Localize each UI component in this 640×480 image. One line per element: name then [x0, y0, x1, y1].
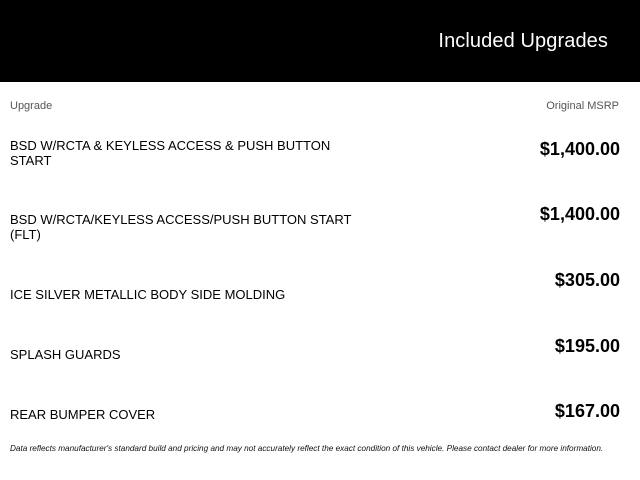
upgrade-name: BSD W/RCTA & KEYLESS ACCESS & PUSH BUTTON START — [10, 138, 331, 168]
disclaimer-text: Data reflects manufacturer's standard build and pricing and may not accurately reflect the exact condition of this vehicle. Please contact dealer for more information. — [10, 444, 604, 453]
upgrade-price: $1,400.00 — [539, 139, 620, 159]
upgrade-name: SPLASH GUARDS — [10, 347, 121, 362]
upgrade-price: $305.00 — [554, 270, 620, 290]
page-title: Included Upgrades — [438, 30, 608, 52]
upgrade-price: $1,400.00 — [539, 204, 620, 224]
upgrade-name: ICE SILVER METALLIC BODY SIDE MOLDING — [10, 287, 286, 302]
upgrade-price: $195.00 — [554, 336, 620, 356]
column-header-msrp: Original MSRP — [546, 100, 619, 112]
page-header — [0, 0, 640, 82]
column-header-upgrade: Upgrade — [10, 100, 53, 112]
upgrade-price: $167.00 — [554, 401, 620, 421]
upgrade-name: BSD W/RCTA/KEYLESS ACCESS/PUSH BUTTON START (FLT) — [10, 212, 352, 242]
upgrade-name: REAR BUMPER COVER — [10, 407, 156, 422]
